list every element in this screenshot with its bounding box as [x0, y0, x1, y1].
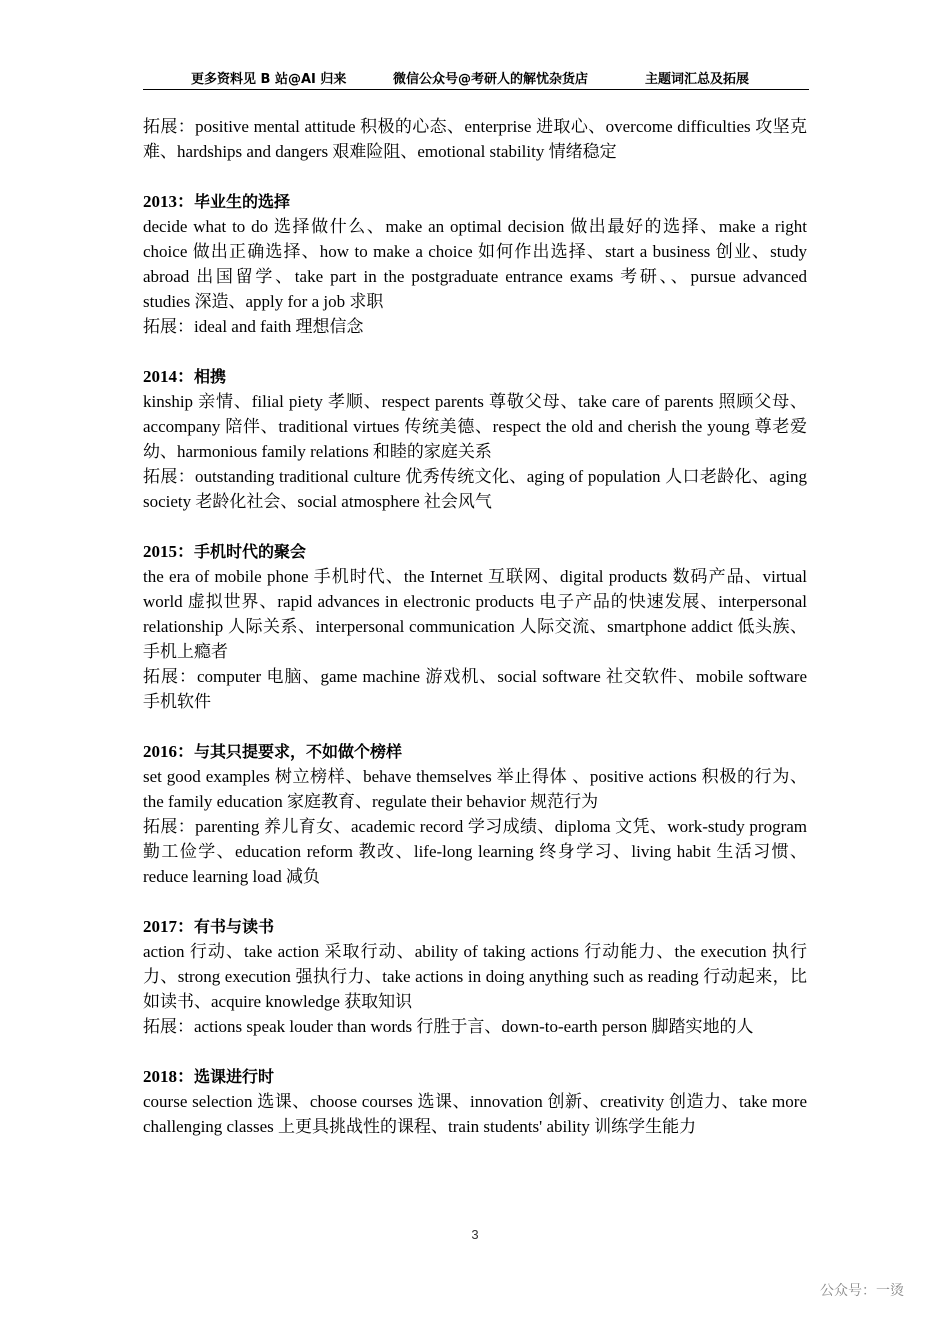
section-year: 2015： — [143, 542, 194, 561]
header-right-text: 主题词汇总及拓展 — [645, 72, 750, 87]
vocab-paragraph: set good examples 树立榜样、behave themselves 举止得体 、positive actions 积极的行为、the family education 家庭教育、regulate their behavior 规范行为 — [143, 767, 807, 811]
document-body — [143, 114, 807, 1139]
section-title: 与其只提要求，不如做个榜样 — [194, 742, 403, 761]
section-2014 — [143, 364, 807, 514]
extension-paragraph: 拓展：ideal and faith 理想信念 — [143, 317, 364, 336]
section-heading — [143, 189, 807, 214]
section-title: 手机时代的聚会 — [194, 542, 307, 561]
section-2018 — [143, 1064, 807, 1139]
vocab-paragraph: kinship 亲情、filial piety 孝顺、respect parents 尊敬父母、take care of parents 照顾父母、accompany 陪伴、traditional virtues 传统美德、respect the old and cherish the young 尊老爱幼、harmonious family relations 和睦的家庭关系 — [143, 392, 807, 461]
header-center-text: 微信公众号@考研人的解忧杂货店 — [393, 72, 589, 87]
section-heading — [143, 1064, 807, 1089]
section-2015 — [143, 539, 807, 714]
vocab-paragraph: decide what to do 选择做什么、make an optimal decision 做出最好的选择、make a right choice 做出正确选择、how to make a choice 如何作出选择、start a business 创业、study abroad 出国留学、take part in the postgraduate entrance exams 考研、、pursue advanced studies 深造、apply for a job 求职 — [143, 217, 807, 311]
section-title: 相携 — [194, 367, 227, 386]
section-title: 有书与读书 — [194, 917, 275, 936]
vocab-paragraph: the era of mobile phone 手机时代、the Internet 互联网、digital products 数码产品、virtual world 虚拟世界、rapid advances in electronic products 电子产品的快速发展、interpersonal relationship 人际关系、interpersonal communication 人际交流、smartphone addict 低头族、手机上瘾者 — [143, 567, 807, 661]
section-title: 选课进行时 — [194, 1067, 275, 1086]
section-year: 2014： — [143, 367, 194, 386]
section-2016 — [143, 739, 807, 889]
section-year: 2017： — [143, 917, 194, 936]
extension-paragraph: 拓展：actions speak louder than words 行胜于言、down-to-earth person 脚踏实地的人 — [143, 1017, 754, 1036]
extension-paragraph: 拓展：outstanding traditional culture 优秀传统文化、aging of population 人口老龄化、aging society 老龄化社会、social atmosphere 社会风气 — [143, 467, 807, 511]
section-year: 2013： — [143, 192, 194, 211]
section-heading — [143, 364, 807, 389]
section-2017 — [143, 914, 807, 1039]
vocab-paragraph: action 行动、take action 采取行动、ability of taking actions 行动能力、the execution 执行力、strong execution 强执行力、take actions in doing anything such as reading 行动起来，比如读书、acquire knowledge 获取知识 — [143, 942, 807, 1011]
extension-paragraph: 拓展：parenting 养儿育女、academic record 学习成绩、diploma 文凭、work-study program 勤工俭学、education reform 教改、life-long learning 终身学习、living habit 生活习惯、reduce learning load 减负 — [143, 817, 807, 886]
watermark-text: 公众号：一烫 — [820, 1283, 904, 1299]
section-heading — [143, 539, 807, 564]
section-year: 2016： — [143, 742, 194, 761]
header-left-text: 更多资料见 B 站@AI 归来 — [191, 72, 347, 87]
intro-paragraph: 拓展：positive mental attitude 积极的心态、enterprise 进取心、overcome difficulties 攻坚克难、hardships and dangers 艰难险阻、emotional stability 情绪稳定 — [143, 117, 807, 161]
section-heading — [143, 914, 807, 939]
page-header — [143, 62, 809, 90]
section-year: 2018： — [143, 1067, 194, 1086]
section-heading — [143, 739, 807, 764]
section-title: 毕业生的选择 — [194, 192, 291, 211]
page-number: 3 — [471, 1227, 479, 1242]
section-2013 — [143, 189, 807, 339]
extension-paragraph: 拓展：computer 电脑、game machine 游戏机、social software 社交软件、mobile software 手机软件 — [143, 667, 807, 711]
vocab-paragraph: course selection 选课、choose courses 选课、innovation 创新、creativity 创造力、take more challenging classes 上更具挑战性的课程、train students' ability 训练学生能力 — [143, 1092, 807, 1136]
